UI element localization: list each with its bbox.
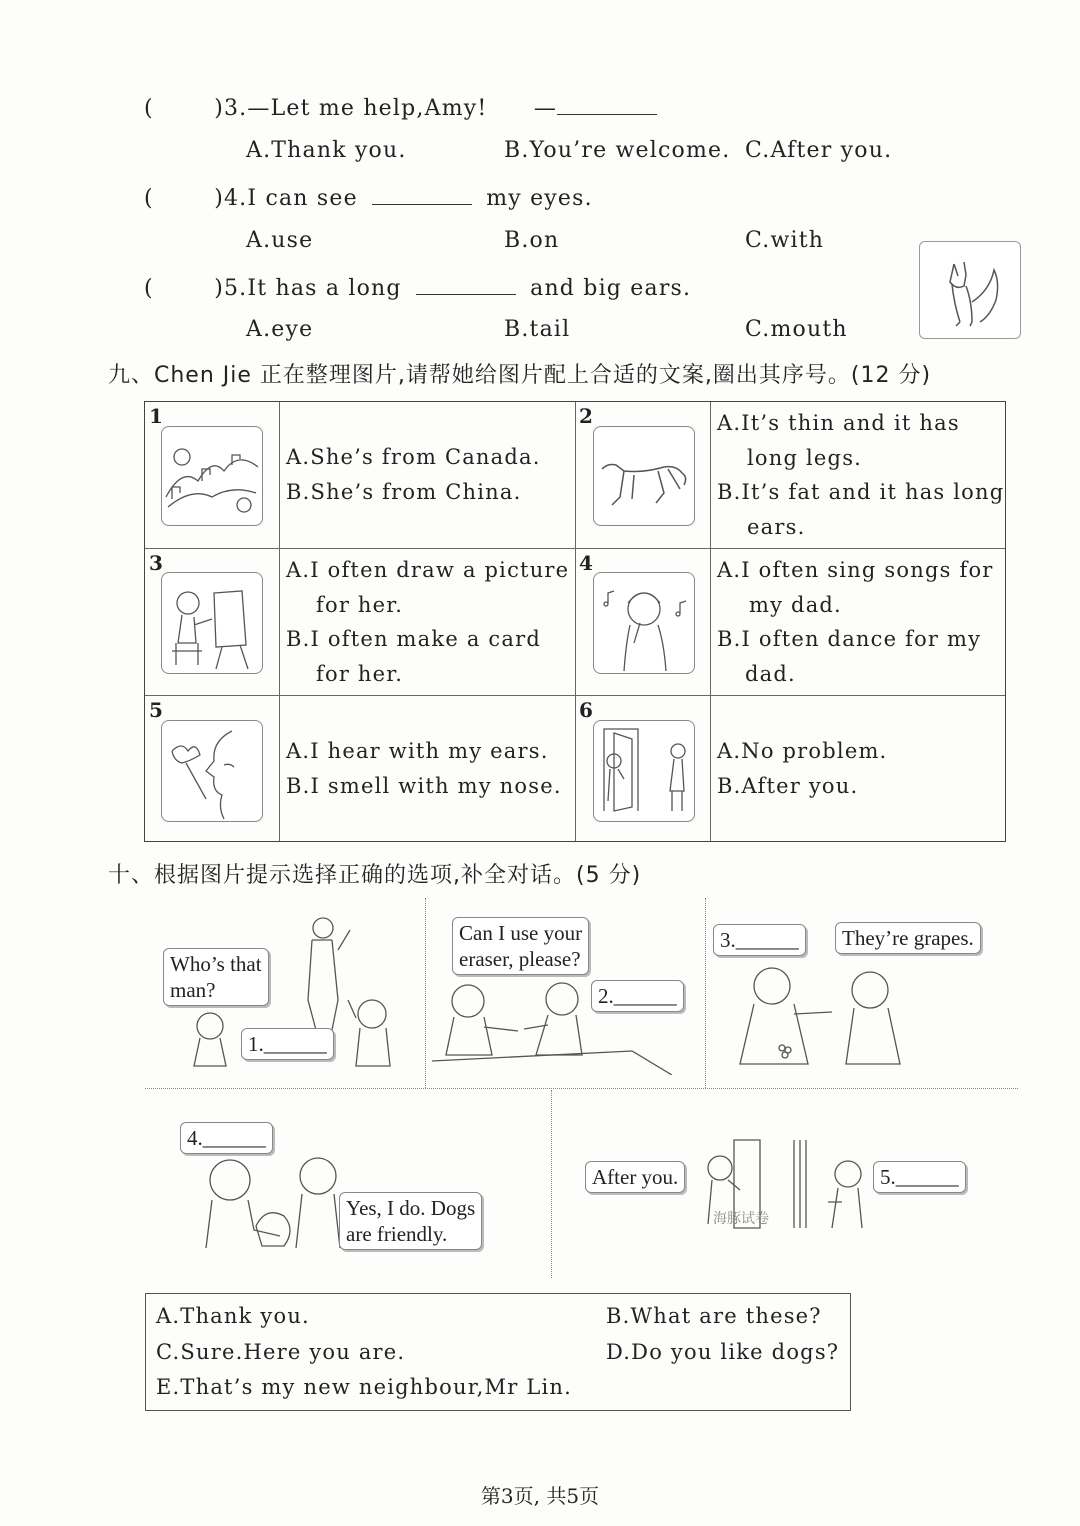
bubble-text: Who’s that [170,952,262,976]
panel-divider [425,898,426,1088]
answer-bubble-4[interactable]: 4.______ [180,1122,273,1154]
question-stem-end: and big ears. [530,276,692,301]
answer-option[interactable]: E.That’s my new neighbour,Mr Lin. [156,1375,573,1399]
panel-divider [145,1088,1018,1089]
item-number: 4 [579,551,593,575]
option[interactable]: B.on [504,228,560,253]
caption-option[interactable]: A.I often sing songs for [717,558,994,582]
answer-options-box [145,1293,851,1411]
option[interactable]: B.tail [504,317,571,342]
speech-bubble-can [452,917,589,975]
dog-scene-illustration [200,1150,350,1250]
item-number: 3 [149,551,163,575]
speech-bubble-after: After you. [585,1161,685,1193]
option[interactable]: C.with [745,228,825,253]
caption-option[interactable]: A.I hear with my ears. [286,739,549,763]
answer-bubble-1[interactable]: 1.______ [241,1028,334,1060]
caption-option-cont: dad. [745,662,796,686]
answer-paren: ( [144,276,154,301]
answer-option[interactable]: C.Sure.Here you are. [156,1340,406,1364]
option[interactable]: B.You’re welcome. [504,138,731,163]
caption-option[interactable]: A.No problem. [717,739,888,763]
answer-bubble-2[interactable]: 2.______ [591,980,684,1012]
answer-bubble-3[interactable]: 3.______ [713,924,806,956]
boy-painting-icon [161,572,263,674]
bubble-text: are friendly. [346,1222,448,1246]
option[interactable]: A.Thank you. [246,138,407,163]
option[interactable]: C.After you. [745,138,893,163]
option[interactable]: C.mouth [745,317,848,342]
caption-option[interactable]: B.She’s from China. [286,480,522,504]
bubble-text: Yes, I do. Dogs [346,1196,476,1220]
item-number: 1 [149,404,163,428]
answer-blank[interactable] [416,272,516,295]
answer-option[interactable]: A.Thank you. [156,1304,310,1328]
question-3 [144,92,657,121]
answer-bubble-5[interactable]: 5.______ [873,1161,966,1193]
caption-option[interactable]: B.After you. [717,774,859,798]
bubble-text: Can I use your [459,921,583,945]
grapes-scene-illustration [730,960,910,1070]
item-number: 2 [579,404,593,428]
answer-option[interactable]: D.Do you like dogs? [606,1340,840,1364]
answer-blank[interactable] [372,182,472,205]
fox-icon [919,241,1021,339]
panel-divider [551,1090,552,1278]
section-10-heading: 十、根据图片提示选择正确的选项,补全对话。(5 分) [108,863,642,888]
option[interactable]: A.use [246,228,314,253]
watermark: 海豚试卷 [713,1211,769,1227]
great-wall-icon [161,426,263,526]
option[interactable]: A.eye [246,317,314,342]
panel-divider [705,898,706,1088]
bubble-text: eraser, please? [459,947,581,971]
bubble-text: man? [170,978,216,1002]
door-courtesy-icon [593,720,695,822]
section-9-heading: 九、Chen Jie 正在整理图片,请帮她给图片配上合适的文案,圈出其序号。(12 分) [108,363,932,388]
question-stem: )5.It has a long [214,276,402,301]
question-stem: )3.—Let me help,Amy! [214,96,488,121]
caption-option[interactable]: B.I often dance for my [717,627,982,651]
question-4 [144,182,593,211]
item-number: 6 [579,698,593,722]
answer-paren: ( [144,186,154,211]
page-footer: 第3页, 共5页 [480,1484,600,1508]
caption-option[interactable]: B.I smell with my nose. [286,774,562,798]
caption-option[interactable]: A.It’s thin and it has [717,411,960,435]
answer-blank[interactable] [557,92,657,115]
speech-bubble-grapes: They’re grapes. [835,922,981,954]
question-5 [144,272,691,301]
caption-option-cont: my dad. [749,593,842,617]
question-stem: )4.I can see [214,186,358,211]
girl-singing-icon [593,572,695,674]
dash: — [533,96,558,121]
caption-option[interactable]: B.It’s fat and it has long [717,480,1005,504]
item-number: 5 [149,698,163,722]
caption-option[interactable]: A.I often draw a picture [286,558,570,582]
answer-option[interactable]: B.What are these? [606,1304,822,1328]
smelling-flower-icon [161,720,263,822]
greyhound-icon [593,426,695,526]
speech-bubble-who [163,948,269,1006]
answer-paren: ( [144,96,154,121]
caption-option[interactable]: B.I often make a card [286,627,541,651]
caption-option-cont: long legs. [747,446,863,470]
caption-option[interactable]: A.She’s from Canada. [286,445,541,469]
caption-option-cont: ears. [747,515,806,539]
speech-bubble-yes [339,1192,482,1250]
picture-caption-table [144,401,1006,842]
caption-option-cont: for her. [316,662,404,686]
question-stem-end: my eyes. [486,186,593,211]
caption-option-cont: for her. [316,593,404,617]
